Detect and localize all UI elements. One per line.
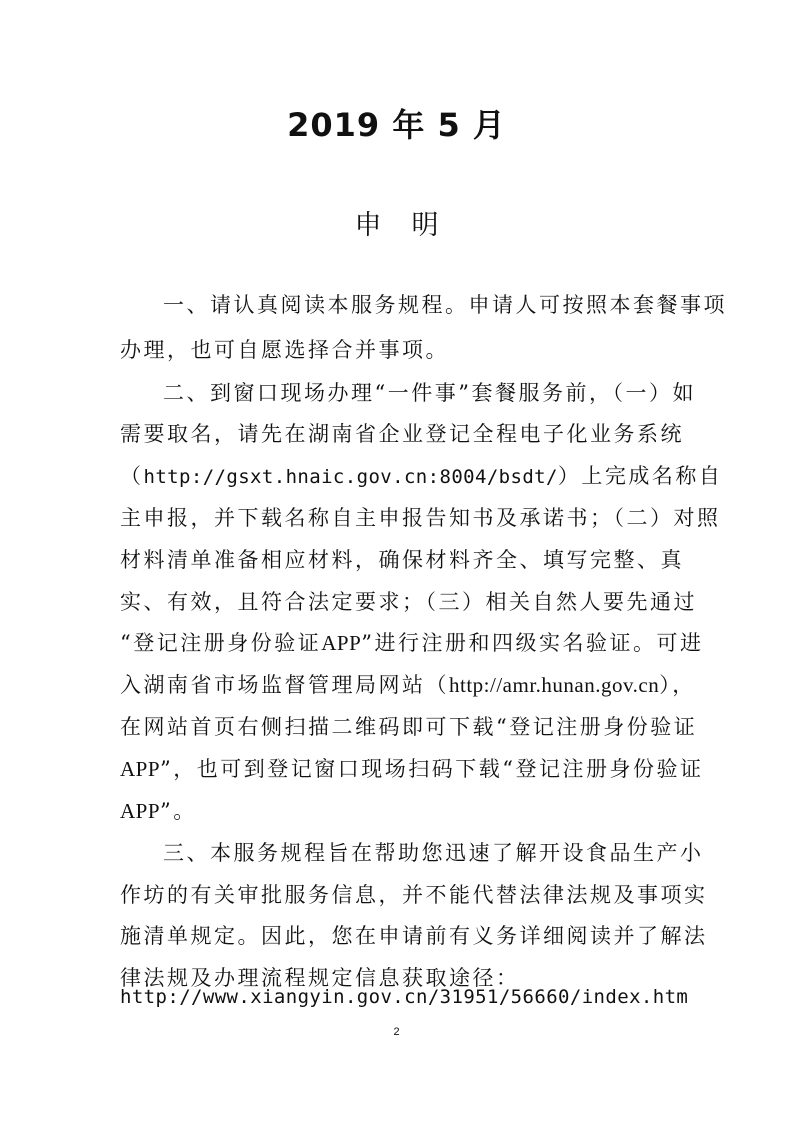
section-2-line-11 <box>120 795 197 825</box>
section-2-line-1: 二、到窗口现场办理“一件事”套餐服务前，（一）如 <box>163 381 696 405</box>
section-2-line-2: 需要取名，请先在湖南省企业登记全程电子化业务系统 <box>120 422 684 446</box>
section-2-line-9: 在网站首页右侧扫描二维码即可下载“登记注册身份验证 <box>120 715 698 739</box>
section-3-line-3: 施清单规定。因此，您在申请前有义务详细阅读并了解法 <box>120 924 708 948</box>
paren-open: （ <box>120 464 144 488</box>
section-3-line-4: 律法规及办理流程规定信息获取途径： <box>120 966 520 990</box>
section-1-line-2: 办理，也可自愿选择合并事项。 <box>120 338 449 362</box>
app-name: APP <box>120 799 161 823</box>
app-name: APP <box>321 631 362 655</box>
section-2-line-4: 主申报，并下载名称自主申报告知书及承诺书；（二）对照 <box>120 506 721 530</box>
section-2-line-7-a: “登记注册身份验证 <box>120 631 322 655</box>
section-2-line-8 <box>120 669 696 699</box>
section-2-line-7-b: ”进行注册和四级实名验证。可进 <box>361 631 704 655</box>
section-2-line-8-a: 入湖南省市场监督管理局网站（ <box>120 673 449 697</box>
section-2-line-3-rest: ）上完成名称自 <box>557 464 723 488</box>
statement-heading: 申明 <box>354 210 469 241</box>
section-2-line-10-rest: ”，也可到登记窗口现场扫码下载“登记注册身份验证 <box>160 757 704 781</box>
section-1-line-1: 一、请认真阅读本服务规程。申请人可按照本套餐事项 <box>163 293 727 317</box>
name-registration-system-link[interactable]: http://gsxt.hnaic.gov.cn:8004/bsdt/ <box>143 466 558 488</box>
app-name: APP <box>120 757 161 781</box>
xiangyin-government-link[interactable]: http://www.xiangyin.gov.cn/31951/56660/index.htm <box>120 986 689 1008</box>
section-2-line-10 <box>120 753 704 783</box>
date-title: 2019 年 5 月 <box>287 106 506 144</box>
section-2-line-7 <box>120 627 704 657</box>
section-2-line-5: 材料清单准备相应材料，确保材料齐全、填写完整、真 <box>120 548 684 572</box>
section-2-line-6: 实、有效，且符合法定要求；（三）相关自然人要先通过 <box>120 590 697 614</box>
section-2-line-3 <box>120 460 722 490</box>
market-supervision-website-link[interactable]: http://amr.hunan.gov.cn <box>449 673 660 697</box>
section-2-line-8-b: ）， <box>659 673 696 697</box>
section-3-line-1: 三、本服务规程旨在帮助您迅速了解开设食品生产小 <box>163 841 704 865</box>
section-3-line-2: 作坊的有关审批服务信息，并不能代替法律法规及事项实 <box>120 883 708 907</box>
page-number: 2 <box>393 1026 400 1038</box>
section-2-line-11-rest: ”。 <box>160 799 197 823</box>
